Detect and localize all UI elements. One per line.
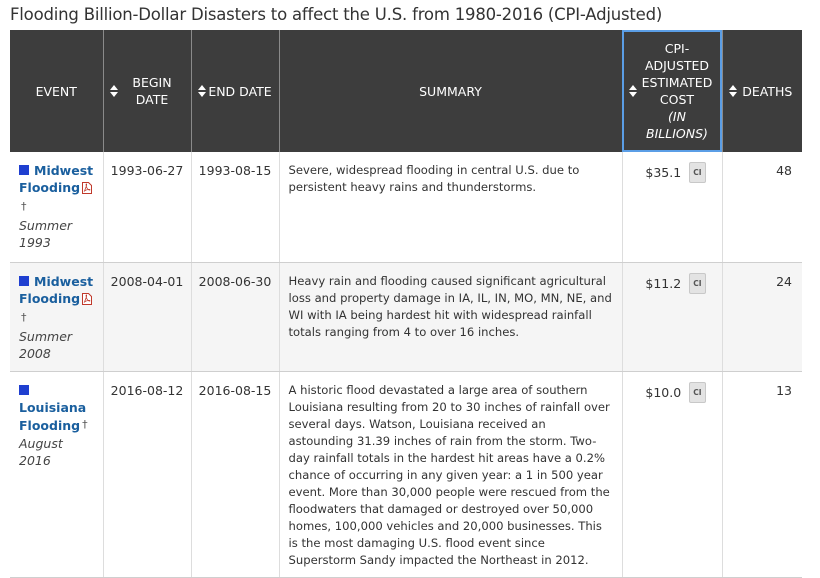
begin-date-cell: 1993-06-27 xyxy=(103,152,191,262)
cost-cell xyxy=(622,152,722,262)
event-date: Summer 2008 xyxy=(19,328,73,361)
table-row xyxy=(10,262,802,371)
pdf-icon[interactable] xyxy=(82,181,92,198)
confidence-interval-badge[interactable]: CI xyxy=(689,273,705,294)
cost-label-main: CPI-ADJUSTED ESTIMATED COST xyxy=(641,41,713,107)
confidence-interval-badge[interactable]: CI xyxy=(689,162,705,183)
column-header-end-date[interactable] xyxy=(191,30,279,152)
dagger-mark: † xyxy=(21,310,27,324)
deaths-cell: 48 xyxy=(722,152,802,262)
sort-arrows-icon xyxy=(629,85,637,97)
event-type-square-icon xyxy=(19,385,29,395)
sort-arrows-icon xyxy=(198,85,206,97)
event-cell xyxy=(10,152,103,262)
column-header-event[interactable] xyxy=(10,30,103,152)
sort-arrows-icon xyxy=(729,85,737,97)
column-label-deaths: DEATHS xyxy=(742,83,793,99)
event-date: Summer 1993 xyxy=(19,218,73,250)
end-date-cell: 2008-06-30 xyxy=(191,262,279,371)
column-label-summary: SUMMARY xyxy=(419,83,482,99)
dagger-mark: † xyxy=(21,200,27,213)
event-cell xyxy=(10,371,103,577)
event-link[interactable]: Midwest Flooding xyxy=(19,273,94,306)
cost-value: $10.0 xyxy=(645,384,682,400)
dagger-mark: † xyxy=(82,417,88,431)
column-label-begin-date: BEGIN DATE xyxy=(132,75,172,107)
column-label-event: EVENT xyxy=(35,83,77,99)
confidence-interval-badge[interactable]: CI xyxy=(689,382,705,403)
cost-value: $11.2 xyxy=(645,275,682,291)
summary-cell: Severe, widespread flooding in central U.S. due to persistent heavy rains and thunderstorms. xyxy=(279,152,622,262)
summary-cell: Heavy rain and flooding caused significant agricultural loss and property damage in IA, IL, IN, MO, MN, NE, and WI with IA being hardest hit with widespread rainfall totals ranging from 4 to over 16 inches. xyxy=(279,262,622,371)
table-row xyxy=(10,371,802,577)
column-header-deaths[interactable] xyxy=(722,30,802,152)
event-type-square-icon xyxy=(19,276,29,286)
pdf-icon[interactable] xyxy=(82,292,92,309)
event-type-square-icon xyxy=(19,165,29,175)
cost-cell xyxy=(622,371,722,577)
sort-arrows-icon xyxy=(110,85,118,97)
event-link[interactable]: Midwest Flooding xyxy=(19,163,94,195)
column-header-begin-date[interactable] xyxy=(103,30,191,152)
begin-date-cell: 2016-08-12 xyxy=(103,371,191,577)
column-header-summary xyxy=(279,30,622,152)
deaths-cell: 24 xyxy=(722,262,802,371)
summary-cell: A historic flood devastated a large area of southern Louisiana resulting from 20 to 30 inches of rainfall over several days. Watson, Louisiana received an astounding 31.39 inches of rain from the storm. Two-day rainfall totals in the hardest hit areas have a 0.2% chance of occurring in any given year: a 1 in 500 year event. More than 30,000 people were rescued from the floodwaters that damaged or destroyed over 50,000 homes, 100,000 vehicles and 20,000 businesses. This is the most damaging U.S. flood event since Superstorm Sandy impacted the Northeast in 2012. xyxy=(279,371,622,577)
event-date: August 2016 xyxy=(19,435,63,468)
table-row xyxy=(10,152,802,262)
cost-label-units: (IN BILLIONS) xyxy=(646,109,708,141)
column-label-end-date: END DATE xyxy=(208,83,272,99)
column-label-cost xyxy=(627,40,718,142)
deaths-cell: 13 xyxy=(722,371,802,577)
header-row xyxy=(10,30,802,152)
cost-cell xyxy=(622,262,722,371)
end-date-cell: 2016-08-15 xyxy=(191,371,279,577)
event-cell xyxy=(10,262,103,371)
end-date-cell: 1993-08-15 xyxy=(191,152,279,262)
begin-date-cell: 2008-04-01 xyxy=(103,262,191,371)
cost-value: $35.1 xyxy=(645,165,682,180)
disasters-table xyxy=(10,30,802,578)
event-link[interactable]: Louisiana Flooding xyxy=(19,399,87,433)
column-header-cost[interactable] xyxy=(622,30,722,152)
table-caption: Flooding Billion-Dollar Disasters to affect the U.S. from 1980-2016 (CPI-Adjusted) xyxy=(10,5,663,24)
